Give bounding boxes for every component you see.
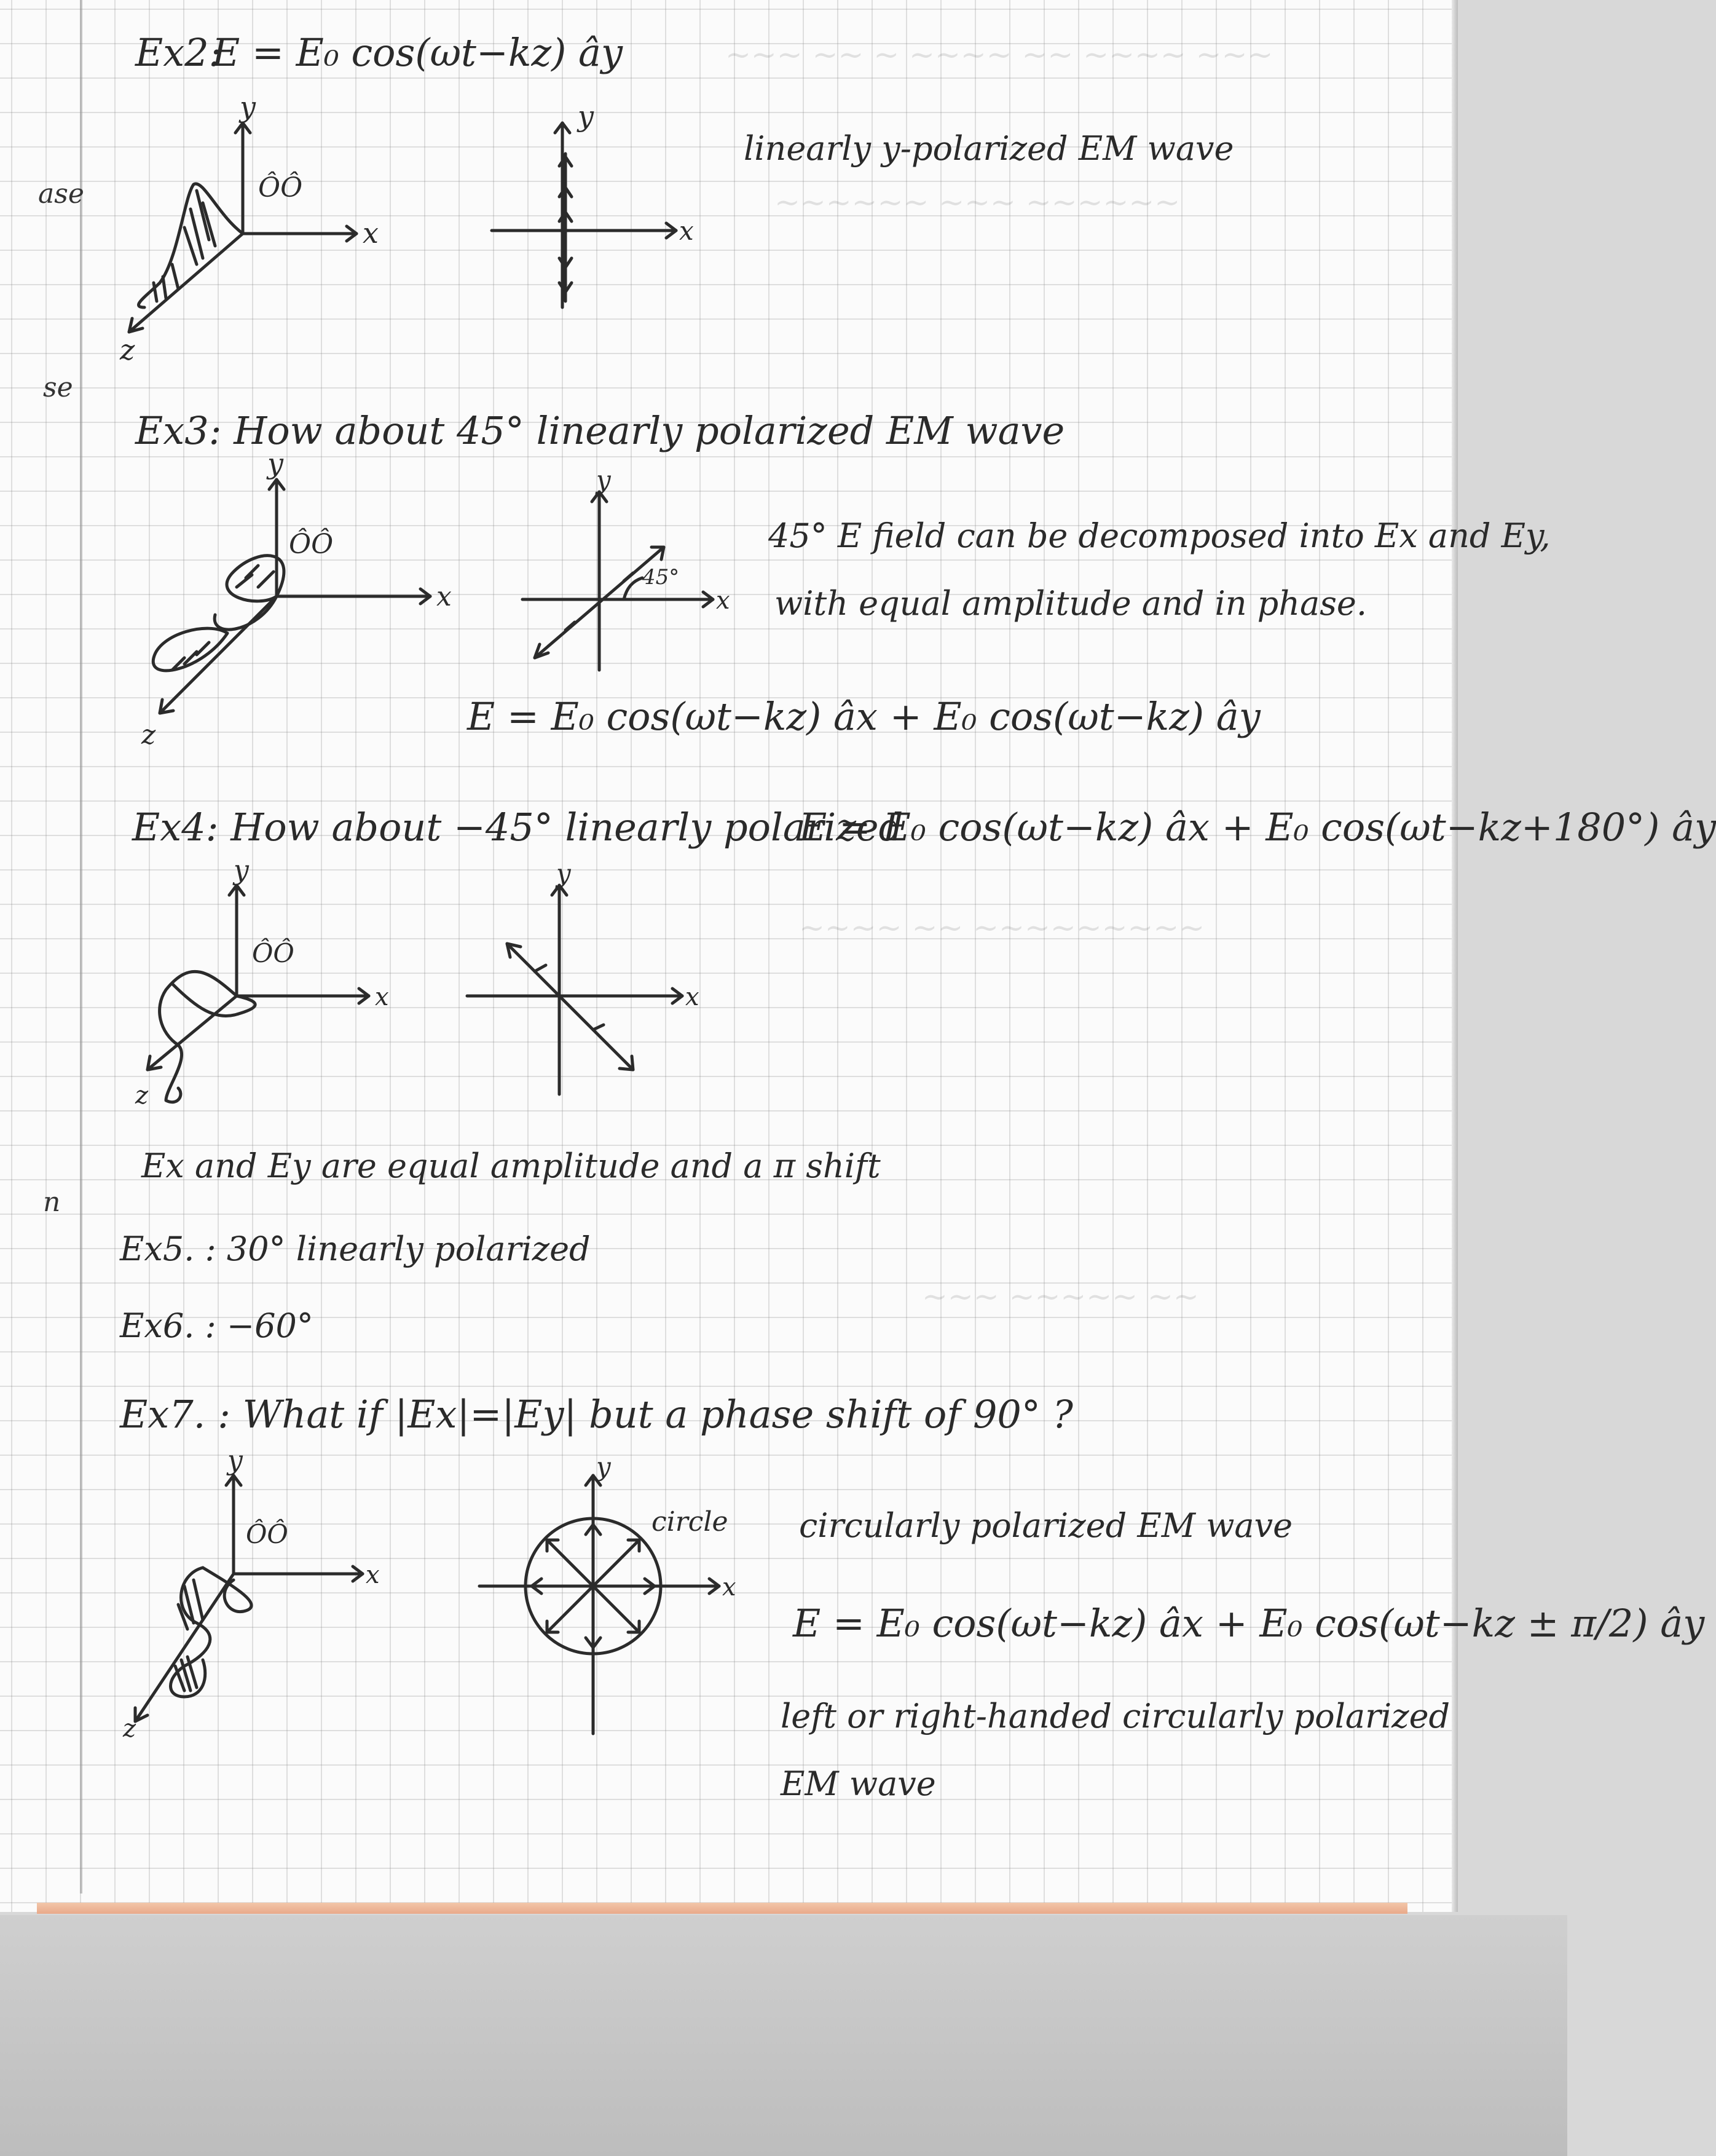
scan-background <box>0 1915 1567 2156</box>
svg-text:y: y <box>556 858 571 888</box>
svg-text:ÔÔ: ÔÔ <box>252 938 294 968</box>
svg-text:z: z <box>123 1715 136 1743</box>
svg-text:x: x <box>722 1573 736 1601</box>
ex7-question: Ex7. : What if |Ex|=|Ey| but a phase shift of 90° ? <box>120 1392 1073 1437</box>
ex7-circular-polarization-diagram <box>473 1451 817 1746</box>
binding-line <box>80 0 82 1893</box>
svg-text:45°: 45° <box>642 565 680 590</box>
svg-text:z: z <box>135 1081 149 1110</box>
svg-text:circle: circle <box>651 1506 728 1538</box>
svg-text:x: x <box>363 216 379 250</box>
svg-text:y: y <box>596 1451 611 1482</box>
ex4-equation: E = E₀ cos(ωt−kz) âx + E₀ cos(ωt−kz+180°) ây <box>799 805 1716 850</box>
bleed-through: ~~~~ ~~ ~~~~~~~~~ <box>799 910 1205 946</box>
page-bottom-edge <box>37 1903 1407 1914</box>
ex4-heading: Ex4: How about −45° linearly polarized <box>132 805 903 850</box>
svg-text:x: x <box>375 983 389 1011</box>
ex7-note: circularly polarized EM wave <box>799 1506 1293 1545</box>
svg-text:x: x <box>679 216 694 246</box>
ex7-note2-line2: EM wave <box>781 1764 936 1803</box>
bleed-through: ~~~~~~ ~~~ ~~~~~~ <box>774 184 1181 220</box>
svg-text:y: y <box>240 90 256 124</box>
ex7-equation: E = E₀ cos(ωt−kz) âx + E₀ cos(ωt−kz ± π/2) ây <box>793 1601 1705 1646</box>
ex3-equation: E = E₀ cos(ωt−kz) âx + E₀ cos(ωt−kz) ây <box>467 694 1261 739</box>
svg-text:y: y <box>267 447 283 480</box>
svg-text:ÔÔ: ÔÔ <box>246 1519 288 1549</box>
svg-text:x: x <box>685 983 699 1011</box>
ex2-3d-wave-diagram <box>111 90 406 369</box>
svg-text:z: z <box>141 719 156 751</box>
ex3-note-line2: with equal amplitude and in phase. <box>774 584 1368 623</box>
margin-mark: ase <box>38 178 84 210</box>
ex4-3d-wave-diagram <box>129 855 412 1119</box>
bleed-through: ~~~ ~~ ~ ~~~~ ~~ ~~~~ ~~~ <box>725 37 1273 73</box>
svg-text:ÔÔ: ÔÔ <box>258 172 303 203</box>
ex3-heading: Ex3: How about 45° linearly polarized EM wave <box>135 408 1065 453</box>
ex4-note: Ex and Ey are equal amplitude and a π shift <box>141 1147 881 1185</box>
bleed-through: ~~~ ~~~~~ ~~ <box>922 1279 1199 1314</box>
ex2-label: Ex2: <box>135 30 222 75</box>
svg-text:x: x <box>436 581 452 612</box>
ex7-3d-wave-diagram <box>117 1445 399 1746</box>
svg-text:z: z <box>120 333 135 366</box>
ex2-note: linearly y-polarized EM wave <box>744 129 1234 168</box>
ex3-polarization-axes <box>516 465 762 676</box>
ex2-polarization-axes <box>473 100 707 320</box>
margin-mark: n <box>43 1187 61 1218</box>
svg-text:y: y <box>234 855 249 886</box>
ex7-note2-line1: left or right-handed circularly polarized <box>781 1697 1450 1735</box>
ex2-equation: E = E₀ cos(ωt−kz) ây <box>212 30 623 75</box>
ex4-polarization-axes <box>461 858 719 1107</box>
svg-text:x: x <box>716 586 730 615</box>
svg-text:y: y <box>227 1445 243 1476</box>
ex3-note-line1: 45° E field can be decomposed into Ex and Ey, <box>768 516 1551 555</box>
ex3-3d-wave-diagram <box>135 447 479 762</box>
svg-text:y: y <box>596 465 611 495</box>
svg-text:y: y <box>578 100 594 133</box>
ex6-text: Ex6. : −60° <box>120 1306 313 1345</box>
ex5-text: Ex5. : 30° linearly polarized <box>120 1230 591 1268</box>
svg-text:ÔÔ: ÔÔ <box>289 529 334 560</box>
svg-text:x: x <box>366 1561 380 1589</box>
margin-mark: se <box>43 372 73 403</box>
